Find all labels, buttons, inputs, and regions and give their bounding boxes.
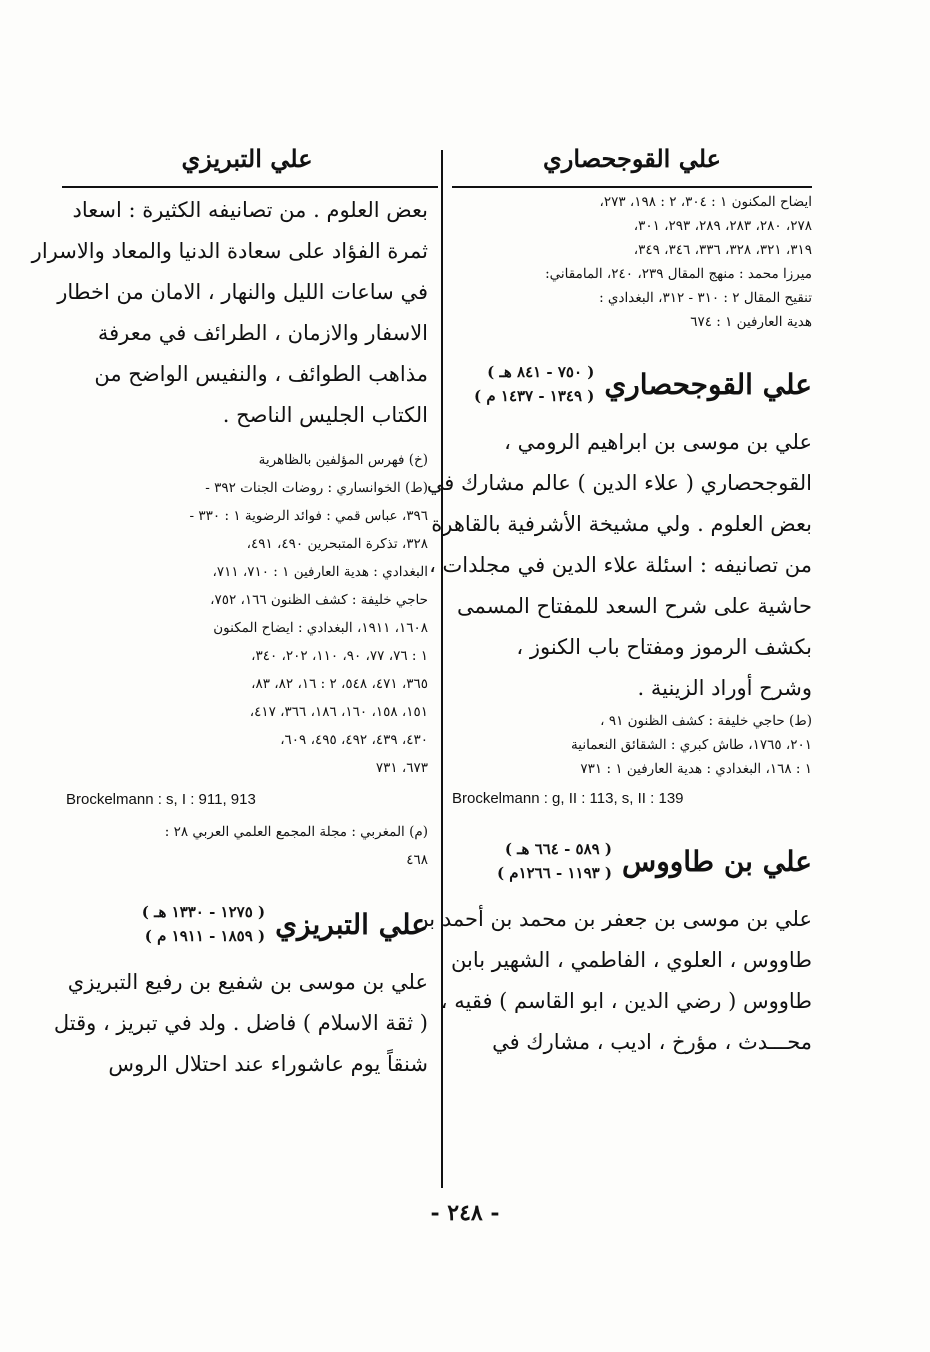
ref-line: ٣٦٥، ٤٧١، ٥٤٨، ٢ : ١٦، ٨٢، ٨٣، [251, 676, 428, 692]
body-line: من تصانيفه : اسئلة علاء الدين في مجلدات ، [429, 553, 812, 577]
ref-line: ايضاح المكنون ١ : ٣٠٤، ٢ : ١٩٨، ٢٧٣، [599, 194, 812, 210]
hijri-dates: ( ٧٥٠ - ٨٤١ هـ ) [487, 363, 595, 381]
gregorian-dates: ( ١٨٥٩ - ١٩١١ م ) [144, 927, 266, 945]
entry-refs-qujhisari [452, 709, 812, 781]
body-line: علي بن موسى بن ابراهيم الرومي ، [504, 430, 812, 454]
body-line: الكتاب الجليس الناصح . [222, 403, 428, 427]
left-refs-m [66, 818, 428, 874]
ref-line: هدية العارفين ١ : ٦٧٤ [690, 314, 812, 330]
ref-line: (م) المغربي : مجلة المجمع العلمي العربي ٢٨ : [164, 824, 428, 840]
ref-line: حاجي خليفة : كشف الظنون ١٦٦، ٧٥٢، [210, 592, 428, 608]
left-refs [66, 446, 428, 782]
brockelmann-ref: Brockelmann : s, I : 911, 913 [66, 791, 256, 808]
entry-name: علي القوجحصاري [604, 367, 812, 401]
entry-heading-ibn-tawus [452, 837, 812, 885]
ref-line: ميرزا محمد : منهج المقال ٢٣٩، ٢٤٠، المامقاني: [545, 266, 812, 282]
ref-line: (خ) فهرس المؤلفين بالظاهرية [258, 452, 428, 468]
entry-body-tabrizi [53, 962, 428, 1085]
body-line: بكشف الرموز ومفتاح باب الكنوز ، [516, 635, 812, 659]
right-refs-top [452, 190, 812, 334]
right-column-header: علي القوجحصاري [543, 144, 721, 173]
body-line: محـــدث ، مؤرخ ، اديب ، مشارك في [492, 1030, 812, 1054]
body-line: علي بن موسى بن جعفر بن محمد بن أحمد بن [413, 907, 812, 931]
body-line: طاووس ، العلوي ، الفاطمي ، الشهير بابن [451, 948, 812, 972]
ref-line: ٢٧٨، ٢٨٠، ٢٨٣، ٢٨٩، ٢٩٣، ٣٠١، [633, 218, 812, 234]
entry-dates [497, 837, 612, 885]
ref-line: البغدادي : هدية العارفين ١ : ٧١٠، ٧١١، [212, 564, 428, 580]
body-line: مذاهب الطوائف ، والنفيس الواضح من [94, 362, 428, 386]
entry-name: علي التبريزي [275, 907, 428, 941]
ref-line: ٣١٩، ٣٢١، ٣٢٨، ٣٣٦، ٣٤٦، ٣٤٩، [633, 242, 812, 258]
ref-line: ١٦٠٨، ١٩١١، البغدادي : ايضاح المكنون [213, 620, 428, 636]
body-line: القوجحصاري ( علاء الدين ) عالم مشارك في [426, 471, 812, 495]
body-line: بعض العلوم . ولي مشيخة الأشرفية بالقاهرة [431, 512, 812, 536]
body-line: طاووس ( رضي الدين ، ابو القاسم ) فقيه ، [440, 989, 812, 1013]
entry-body-qujhisari [426, 422, 812, 709]
page-number: - ٢٤٨ - [430, 1200, 500, 1226]
entry-dates [142, 900, 265, 948]
gregorian-dates: ( ١٣٤٩ - ١٤٣٧ م ) [474, 387, 595, 405]
body-line: شنقاً يوم عاشوراء عند احتلال الروس [108, 1052, 428, 1076]
column-divider [441, 150, 443, 1188]
ref-line: ٤٣٠، ٤٣٩، ٤٩٢، ٤٩٥، ٦٠٩، [280, 732, 428, 748]
ref-line: ٦٧٣، ٧٣١ [375, 760, 428, 776]
ref-line: (ط) الخوانساري : روضات الجنات ٣٩٢ - [205, 480, 428, 496]
body-line: ( ثقة الاسلام ) فاضل . ولد في تبريز ، وقتل [53, 1011, 428, 1035]
body-line: ثمرة الفؤاد على سعادة الدنيا والمعاد والاسرار [31, 239, 428, 263]
entry-body-continued [31, 190, 428, 436]
hijri-dates: ( ١٢٧٥ - ١٣٣٠ هـ ) [141, 903, 266, 921]
body-line: علي بن موسى بن شفيع بن رفيع التبريزي [67, 970, 428, 994]
gregorian-dates: ( ١١٩٣ - ١٢٦٦م ) [496, 864, 613, 882]
entry-heading-qujhisari [452, 360, 812, 408]
ref-line: (ط) حاجي خليفة : كشف الظنون ٩١ ، [600, 713, 812, 729]
ref-line: ٣٢٨، تذكرة المتبحرين ٤٩٠، ٤٩١، [246, 536, 428, 552]
body-line: حاشية على شرح السعد للمفتاح المسمى [457, 594, 812, 618]
ref-line: ٤٦٨ [406, 852, 428, 868]
body-line: الاسفار والازمان ، الطرائف في معرفة [97, 321, 428, 345]
hijri-dates: ( ٥٨٩ - ٦٦٤ هـ ) [504, 840, 613, 858]
body-line: بعض العلوم . من تصانيفه الكثيرة : اسعاد [72, 198, 428, 222]
ref-line: ١ : ١٦٨، البغدادي : هدية العارفين ١ : ٧٣١ [580, 761, 812, 777]
ref-line: ١ : ٧٦، ٧٧، ٩٠، ١١٠، ٢٠٢، ٣٤٠، [251, 648, 428, 664]
entry-name: علي بن طاووس [622, 844, 812, 878]
ref-line: تنقيح المقال ٢ : ٣١٠ - ٣١٢، البغدادي : [599, 290, 812, 306]
ref-line: ١٥١، ١٥٨، ١٦٠، ١٨٦، ٣٦٦، ٤١٧، [249, 704, 428, 720]
entry-body-ibn-tawus [413, 899, 812, 1063]
body-line: وشرح أوراد الزينية . [637, 676, 812, 700]
entry-heading-tabrizi [66, 900, 428, 948]
body-line: في ساعات الليل والنهار ، الامان من اخطار [57, 280, 428, 304]
ref-line: ٢٠١، ١٧٦٥، طاش كبري : الشقائق النعمانية [571, 737, 812, 753]
entry-dates [474, 360, 594, 408]
left-column-header: علي التبريزي [181, 144, 313, 173]
left-column [31, 140, 428, 1085]
brockelmann-ref: Brockelmann : g, II : 113, s, II : 139 [452, 790, 684, 807]
ref-line: ٣٩٦، عباس قمي : فوائد الرضوية ١ : ٣٣٠ - [189, 508, 428, 524]
